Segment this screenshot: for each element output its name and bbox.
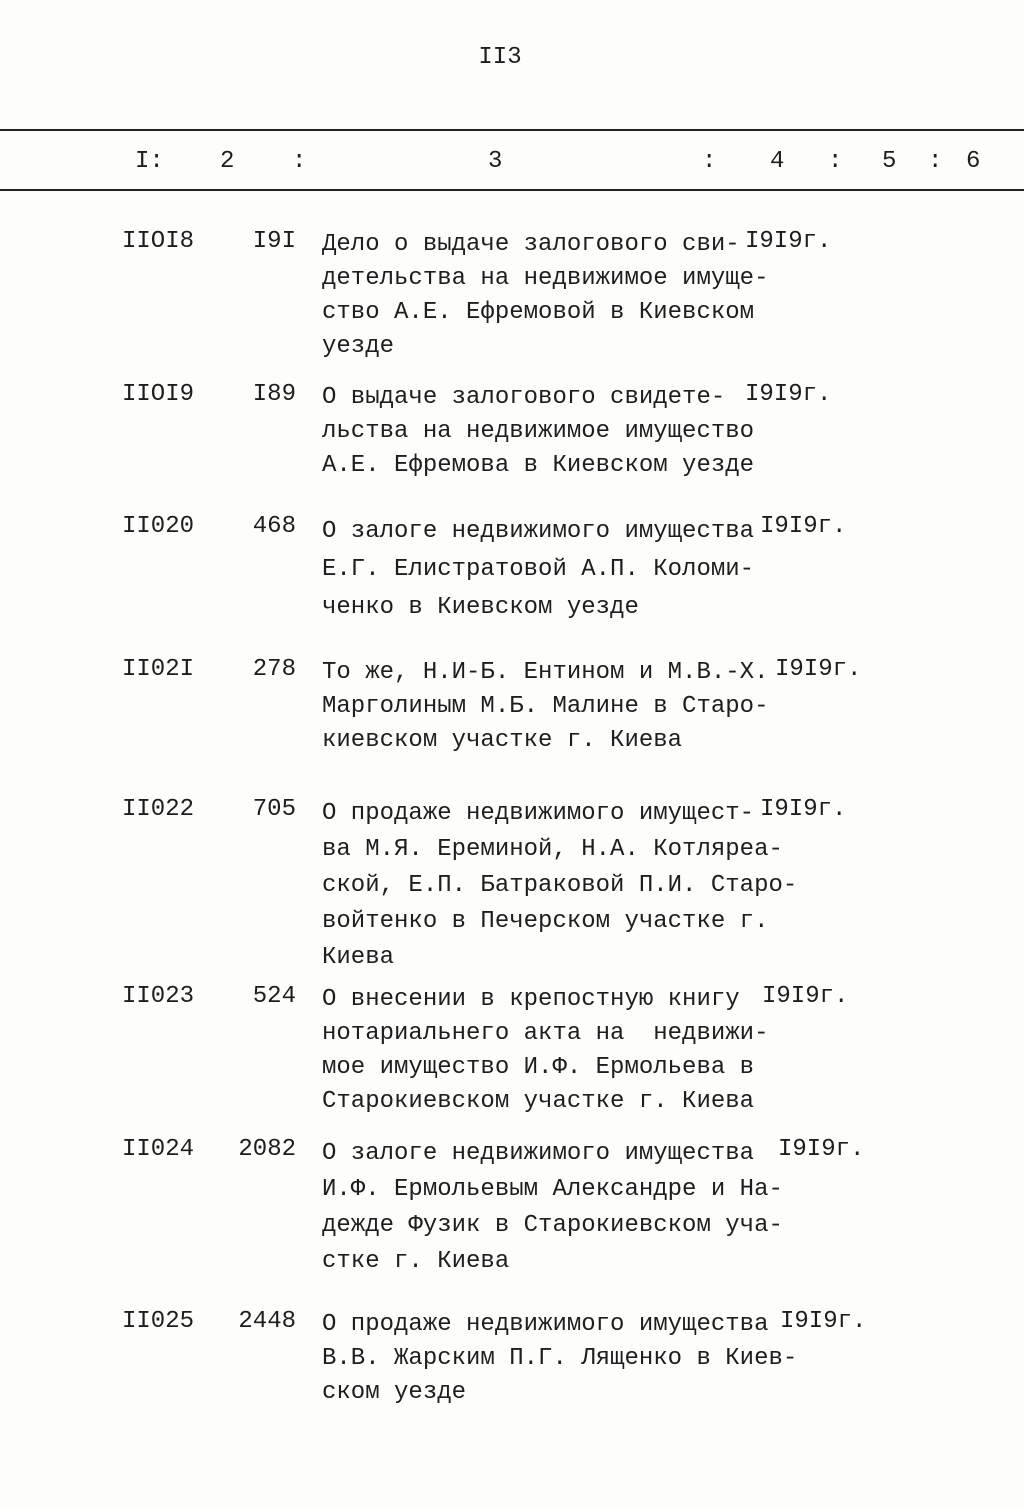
entry-id: II023 [122, 983, 195, 1010]
description-line: детельства на недвижимое имуще- [322, 265, 769, 292]
entry-id: II02I [122, 656, 195, 683]
description-line: О внесении в крепостную книгу [322, 986, 740, 1013]
description-line: Дело о выдаче залогового сви- [322, 231, 740, 258]
header-rule-bottom [0, 189, 1024, 191]
description-line: войтенко в Печерском участке г. [322, 908, 769, 935]
entry-year: I9I9г. [780, 1308, 867, 1335]
entry-year: I9I9г. [775, 656, 862, 683]
description-line: ченко в Киевском уезде [322, 594, 639, 621]
entry-number: 2082 [238, 1136, 296, 1163]
description-line: О продаже недвижимого имущест- [322, 800, 755, 827]
entry-number: 705 [252, 796, 296, 823]
description-line: То же, Н.И-Б. Ентином и М.В.-Х. [322, 659, 769, 686]
description-line: Е.Г. Елистратовой А.П. Коломи- [322, 556, 755, 583]
description-line: льства на недвижимое имущество [322, 418, 755, 445]
entry-description [322, 228, 768, 364]
column-header-4: 4 [770, 148, 785, 175]
column-separator: : [702, 148, 717, 175]
entry-year: I9I9г. [745, 228, 832, 255]
entry-year: I9I9г. [760, 513, 847, 540]
description-line: нотариальнего акта на недвижи- [322, 1020, 769, 1047]
description-line: А.Е. Ефремова в Киевском уезде [322, 452, 755, 479]
entry-number: 2448 [238, 1308, 296, 1335]
entry-description [322, 983, 768, 1119]
description-line: киевском участке г. Киева [322, 727, 683, 754]
entry-id: II024 [122, 1136, 195, 1163]
description-line: дежде Фузик в Старокиевском уча- [322, 1212, 783, 1239]
column-header-6: 6 [966, 148, 981, 175]
entry-year: I9I9г. [778, 1136, 865, 1163]
description-line: стке г. Киева [322, 1248, 510, 1275]
entry-id: IIOI8 [122, 228, 195, 255]
description-line: О залоге недвижимого имущества [322, 1140, 755, 1167]
description-line: мое имущество И.Ф. Ермольева в [322, 1054, 755, 1081]
header-rule-top [0, 129, 1024, 131]
column-separator: : [828, 148, 843, 175]
column-separator: : [292, 148, 307, 175]
page-number: II3 [478, 44, 522, 71]
description-line: ва М.Я. Ереминой, Н.А. Котляреа- [322, 836, 783, 863]
entry-number: 278 [252, 656, 296, 683]
description-line: И.Ф. Ермольевым Александре и На- [322, 1176, 783, 1203]
entry-number: 468 [252, 513, 296, 540]
description-line: Старокиевском участке г. Киева [322, 1088, 755, 1115]
entry-number: 524 [252, 983, 296, 1010]
description-line: Марголиным М.Б. Малине в Старо- [322, 693, 769, 720]
description-line: Киева [322, 944, 395, 971]
description-line: В.В. Жарским П.Г. Лященко в Киев- [322, 1345, 798, 1372]
entry-description [322, 796, 797, 976]
entry-number: I89 [252, 381, 296, 408]
entry-description [322, 1308, 797, 1410]
entry-description [322, 381, 754, 483]
description-line: О выдаче залогового свидете- [322, 384, 726, 411]
description-line: О продаже недвижимого имущества [322, 1311, 769, 1338]
column-header-5: 5 [882, 148, 897, 175]
entry-id: IIOI9 [122, 381, 195, 408]
description-line: ской, Е.П. Батраковой П.И. Старо- [322, 872, 798, 899]
entry-description [322, 656, 768, 758]
entry-year: I9I9г. [760, 796, 847, 823]
entry-id: II025 [122, 1308, 195, 1335]
description-line: уезде [322, 333, 395, 360]
entry-id: II022 [122, 796, 195, 823]
entry-description [322, 513, 754, 627]
description-line: О залоге недвижимого имущества [322, 518, 755, 545]
description-line: ство А.Е. Ефремовой в Киевском [322, 299, 755, 326]
entry-number: I9I [252, 228, 296, 255]
entry-description [322, 1136, 783, 1280]
column-header-2: 2 [220, 148, 235, 175]
column-separator: : [928, 148, 943, 175]
column-header-1: I: [135, 148, 164, 175]
entry-year: I9I9г. [762, 983, 849, 1010]
entry-id: II020 [122, 513, 195, 540]
entry-year: I9I9г. [745, 381, 832, 408]
column-header-3: 3 [488, 148, 503, 175]
description-line: ском уезде [322, 1379, 467, 1406]
